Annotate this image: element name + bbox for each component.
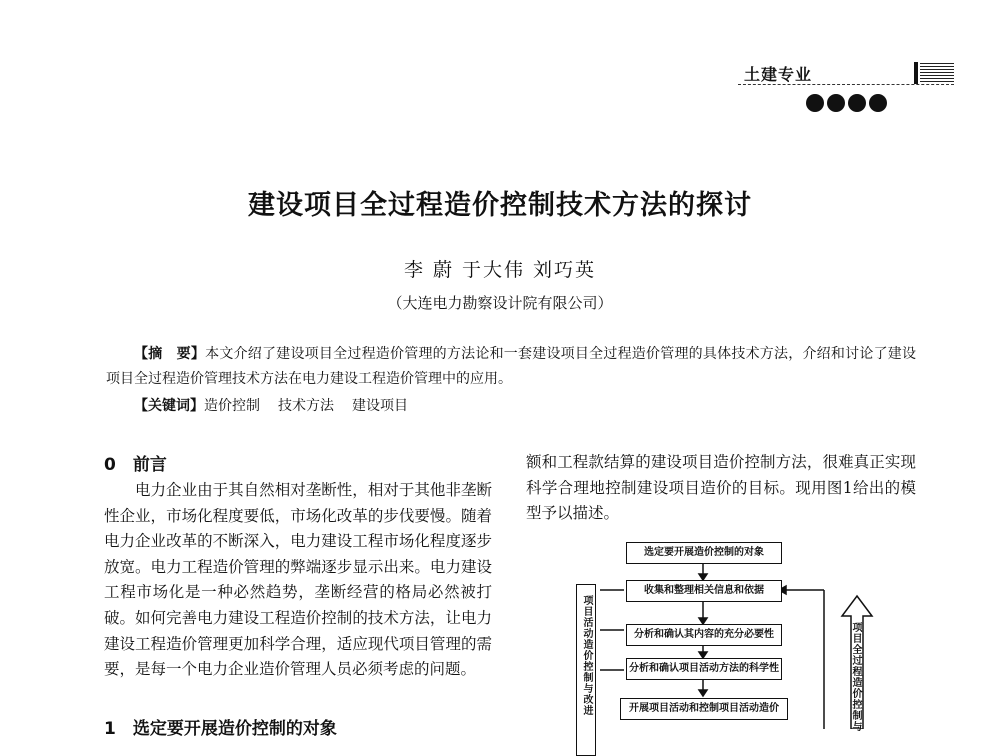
abstract-label: 【摘 要】 [134, 346, 206, 362]
ornament-dot [869, 94, 887, 112]
ornament-dot [806, 94, 824, 112]
keyword: 建设项目 [352, 398, 408, 414]
keyword: 技术方法 [278, 398, 334, 414]
header-bar-mark [914, 62, 918, 84]
diagram-right-label: 项目全过程造价控制与 [850, 622, 861, 732]
abstract [106, 342, 916, 392]
keywords-label: 【关键词】 [134, 398, 204, 414]
paper-affiliation: （大连电力勘察设计院有限公司） [387, 294, 613, 312]
diagram-left-label: 项目活动造价控制与改进 [576, 584, 596, 756]
flow-step-1: 选定要开展造价控制的对象 [626, 542, 782, 564]
header-pattern-block [920, 62, 954, 82]
intro-paragraph: 电力企业由于其自然相对垄断性，相对于其他非垄断性企业，市场化程度要低，市场化改革的步伐要慢。随着电力企业改革的不断深入，电力建设工程市场化程度逐步放宽。电力工程造价管理的弊端逐步显示出来。电力建设工程市场化是一种必然趋势，垄断经营的格局必然被打破。如何完善电力建设工程造价控制的技术方法，让电力建设工程造价管理更加科学合理，适应现代项目管理的需要，是每一个电力企业造价管理人员必须考虑的问题。 [104, 481, 492, 679]
journal-section-label: 土建专业 [744, 65, 813, 84]
header-dashed-rule [738, 84, 954, 85]
flow-step-3: 分析和确认其内容的充分必要性 [626, 624, 782, 646]
ornament-dot [848, 94, 866, 112]
flow-step-4: 分析和确认项目活动方法的科学性 [626, 658, 782, 680]
right-column-paragraph: 额和工程款结算的建设项目造价控制方法，很难真正实现科学合理地控制建设项目造价的目标。现用图1给出的模型予以描述。 [526, 453, 916, 523]
keywords [106, 394, 916, 419]
header-ornament [806, 94, 887, 112]
flow-step-5: 开展项目活动和控制项目活动造价 [620, 698, 788, 720]
ornament-dot [827, 94, 845, 112]
flow-step-2: 收集和整理相关信息和依据 [626, 580, 782, 602]
paper-title: 建设项目全过程造价控制技术方法的探讨 [248, 190, 752, 221]
section-heading-intro: 0 前言 [104, 455, 167, 475]
section-heading-1: 1 选定要开展造价控制的对象 [104, 719, 337, 739]
paper-authors: 李 蔚 于大伟 刘巧英 [403, 259, 597, 281]
keyword: 造价控制 [204, 398, 260, 414]
abstract-text: 本文介绍了建设项目全过程造价管理的方法论和一套建设项目全过程造价管理的具体技术方法，介绍和讨论了建设项目全过程造价管理技术方法在电力建设工程造价管理中的应用。 [106, 346, 917, 387]
figure-1-diagram [560, 532, 890, 732]
